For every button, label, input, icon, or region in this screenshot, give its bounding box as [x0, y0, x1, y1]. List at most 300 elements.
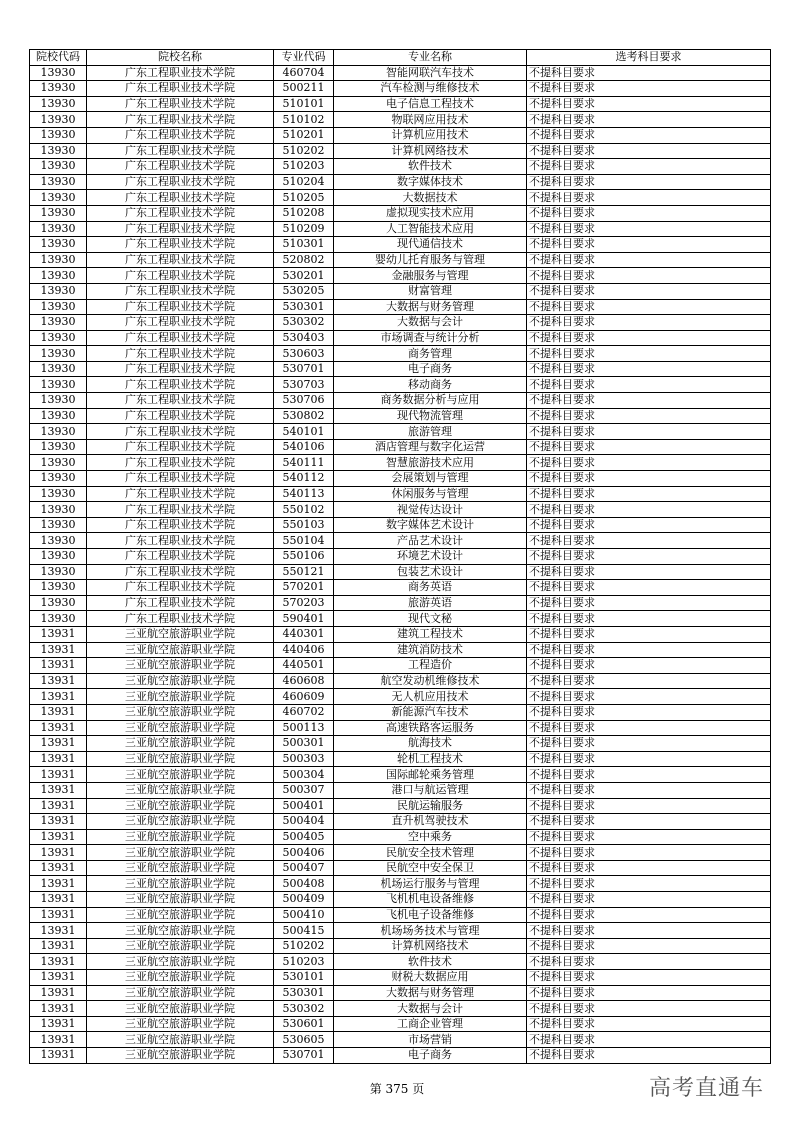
major-code-cell: 500407	[274, 860, 334, 876]
table-row	[30, 595, 771, 611]
school-name-cell: 广东工程职业技术学院	[87, 611, 274, 627]
header-subject-requirement: 选考科目要求	[527, 50, 771, 66]
table-row	[30, 845, 771, 861]
table-row	[30, 736, 771, 752]
school-code-cell: 13930	[30, 112, 87, 128]
major-name-cell: 包装艺术设计	[334, 564, 527, 580]
major-name-cell: 航海技术	[334, 736, 527, 752]
school-code-cell: 13931	[30, 704, 87, 720]
subject-requirement-cell: 不提科目要求	[527, 970, 771, 986]
major-code-cell: 500415	[274, 923, 334, 939]
subject-requirement-cell: 不提科目要求	[527, 689, 771, 705]
subject-requirement-cell: 不提科目要求	[527, 1016, 771, 1032]
major-name-cell: 软件技术	[334, 159, 527, 175]
school-name-cell: 广东工程职业技术学院	[87, 221, 274, 237]
major-name-cell: 轮机工程技术	[334, 751, 527, 767]
table-row	[30, 408, 771, 424]
school-name-cell: 三亚航空旅游职业学院	[87, 892, 274, 908]
major-code-cell: 440406	[274, 642, 334, 658]
subject-requirement-cell: 不提科目要求	[527, 159, 771, 175]
subject-requirement-cell: 不提科目要求	[527, 517, 771, 533]
table-row	[30, 346, 771, 362]
school-code-cell: 13931	[30, 954, 87, 970]
subject-requirement-cell: 不提科目要求	[527, 424, 771, 440]
table-row	[30, 923, 771, 939]
table-row	[30, 860, 771, 876]
school-code-cell: 13930	[30, 361, 87, 377]
major-code-cell: 460608	[274, 673, 334, 689]
table-row	[30, 580, 771, 596]
table-row	[30, 424, 771, 440]
table-row	[30, 268, 771, 284]
major-code-cell: 510205	[274, 190, 334, 206]
major-code-cell: 550104	[274, 533, 334, 549]
page-number: 第 375 页	[369, 1082, 425, 1096]
major-name-cell: 新能源汽车技术	[334, 704, 527, 720]
major-code-cell: 510301	[274, 237, 334, 253]
subject-requirement-cell: 不提科目要求	[527, 595, 771, 611]
major-code-cell: 530706	[274, 393, 334, 409]
school-code-cell: 13931	[30, 1016, 87, 1032]
major-name-cell: 旅游英语	[334, 595, 527, 611]
major-name-cell: 移动商务	[334, 377, 527, 393]
subject-requirement-cell: 不提科目要求	[527, 814, 771, 830]
subject-requirement-cell: 不提科目要求	[527, 798, 771, 814]
major-name-cell: 电子信息工程技术	[334, 96, 527, 112]
table-header-row	[30, 50, 771, 66]
subject-requirement-cell: 不提科目要求	[527, 767, 771, 783]
school-code-cell: 13930	[30, 439, 87, 455]
school-code-cell: 13930	[30, 283, 87, 299]
major-code-cell: 530302	[274, 1001, 334, 1017]
subject-requirement-cell: 不提科目要求	[527, 330, 771, 346]
major-name-cell: 休闲服务与管理	[334, 486, 527, 502]
major-name-cell: 汽车检测与维修技术	[334, 81, 527, 97]
subject-requirement-cell: 不提科目要求	[527, 143, 771, 159]
school-name-cell: 广东工程职业技术学院	[87, 471, 274, 487]
subject-requirement-cell: 不提科目要求	[527, 252, 771, 268]
table-row	[30, 299, 771, 315]
table-body	[30, 65, 771, 1063]
major-code-cell: 500113	[274, 720, 334, 736]
major-code-cell: 510102	[274, 112, 334, 128]
major-name-cell: 大数据与会计	[334, 315, 527, 331]
school-code-cell: 13930	[30, 408, 87, 424]
school-name-cell: 三亚航空旅游职业学院	[87, 923, 274, 939]
subject-requirement-cell: 不提科目要求	[527, 268, 771, 284]
table-row	[30, 798, 771, 814]
school-name-cell: 广东工程职业技术学院	[87, 408, 274, 424]
school-code-cell: 13930	[30, 377, 87, 393]
school-code-cell: 13930	[30, 486, 87, 502]
major-name-cell: 工商企业管理	[334, 1016, 527, 1032]
subject-requirement-cell: 不提科目要求	[527, 720, 771, 736]
major-code-cell: 540106	[274, 439, 334, 455]
school-code-cell: 13931	[30, 798, 87, 814]
school-code-cell: 13931	[30, 782, 87, 798]
major-code-cell: 440301	[274, 626, 334, 642]
school-code-cell: 13931	[30, 876, 87, 892]
major-name-cell: 计算机应用技术	[334, 127, 527, 143]
school-name-cell: 广东工程职业技术学院	[87, 237, 274, 253]
school-name-cell: 三亚航空旅游职业学院	[87, 829, 274, 845]
school-code-cell: 13931	[30, 938, 87, 954]
major-code-cell: 530802	[274, 408, 334, 424]
school-name-cell: 三亚航空旅游职业学院	[87, 673, 274, 689]
subject-requirement-cell: 不提科目要求	[527, 938, 771, 954]
major-name-cell: 港口与航运管理	[334, 782, 527, 798]
school-code-cell: 13930	[30, 252, 87, 268]
school-code-cell: 13931	[30, 845, 87, 861]
school-code-cell: 13930	[30, 268, 87, 284]
major-name-cell: 环境艺术设计	[334, 549, 527, 565]
school-code-cell: 13931	[30, 970, 87, 986]
school-name-cell: 广东工程职业技术学院	[87, 439, 274, 455]
major-code-cell: 530701	[274, 361, 334, 377]
school-code-cell: 13930	[30, 455, 87, 471]
school-name-cell: 广东工程职业技术学院	[87, 549, 274, 565]
subject-requirement-cell: 不提科目要求	[527, 611, 771, 627]
school-code-cell: 13931	[30, 751, 87, 767]
major-name-cell: 物联网应用技术	[334, 112, 527, 128]
major-code-cell: 500303	[274, 751, 334, 767]
major-code-cell: 550121	[274, 564, 334, 580]
header-major-name: 专业名称	[334, 50, 527, 66]
school-name-cell: 广东工程职业技术学院	[87, 580, 274, 596]
major-code-cell: 500410	[274, 907, 334, 923]
major-name-cell: 现代物流管理	[334, 408, 527, 424]
school-name-cell: 三亚航空旅游职业学院	[87, 720, 274, 736]
admission-requirements-table	[29, 49, 771, 1064]
table-row	[30, 361, 771, 377]
subject-requirement-cell: 不提科目要求	[527, 829, 771, 845]
table-row	[30, 315, 771, 331]
subject-requirement-cell: 不提科目要求	[527, 315, 771, 331]
table-row	[30, 112, 771, 128]
school-name-cell: 三亚航空旅游职业学院	[87, 954, 274, 970]
school-name-cell: 三亚航空旅游职业学院	[87, 767, 274, 783]
school-code-cell: 13930	[30, 564, 87, 580]
table-row	[30, 252, 771, 268]
table-row	[30, 439, 771, 455]
major-code-cell: 440501	[274, 658, 334, 674]
school-code-cell: 13931	[30, 892, 87, 908]
major-name-cell: 高速铁路客运服务	[334, 720, 527, 736]
subject-requirement-cell: 不提科目要求	[527, 533, 771, 549]
major-code-cell: 530101	[274, 970, 334, 986]
major-name-cell: 电子商务	[334, 1048, 527, 1064]
table-row	[30, 704, 771, 720]
table-row	[30, 96, 771, 112]
school-code-cell: 13931	[30, 1032, 87, 1048]
subject-requirement-cell: 不提科目要求	[527, 408, 771, 424]
school-code-cell: 13931	[30, 1048, 87, 1064]
school-code-cell: 13930	[30, 393, 87, 409]
school-name-cell: 广东工程职业技术学院	[87, 361, 274, 377]
school-name-cell: 三亚航空旅游职业学院	[87, 1032, 274, 1048]
school-code-cell: 13930	[30, 611, 87, 627]
school-code-cell: 13931	[30, 720, 87, 736]
major-code-cell: 530703	[274, 377, 334, 393]
watermark-brand-text: 高考直通车	[648, 1076, 764, 1101]
table-row	[30, 81, 771, 97]
table-row	[30, 892, 771, 908]
major-name-cell: 软件技术	[334, 954, 527, 970]
major-code-cell: 540101	[274, 424, 334, 440]
school-name-cell: 三亚航空旅游职业学院	[87, 1001, 274, 1017]
school-code-cell: 13930	[30, 190, 87, 206]
major-name-cell: 计算机网络技术	[334, 938, 527, 954]
subject-requirement-cell: 不提科目要求	[527, 174, 771, 190]
school-name-cell: 广东工程职业技术学院	[87, 127, 274, 143]
school-code-cell: 13931	[30, 860, 87, 876]
table-row	[30, 221, 771, 237]
major-code-cell: 510209	[274, 221, 334, 237]
subject-requirement-cell: 不提科目要求	[527, 96, 771, 112]
subject-requirement-cell: 不提科目要求	[527, 580, 771, 596]
subject-requirement-cell: 不提科目要求	[527, 439, 771, 455]
school-name-cell: 三亚航空旅游职业学院	[87, 798, 274, 814]
school-name-cell: 广东工程职业技术学院	[87, 533, 274, 549]
major-name-cell: 金融服务与管理	[334, 268, 527, 284]
school-name-cell: 广东工程职业技术学院	[87, 283, 274, 299]
school-name-cell: 广东工程职业技术学院	[87, 268, 274, 284]
major-code-cell: 540112	[274, 471, 334, 487]
school-name-cell: 广东工程职业技术学院	[87, 377, 274, 393]
table-row	[30, 205, 771, 221]
school-code-cell: 13931	[30, 736, 87, 752]
school-name-cell: 广东工程职业技术学院	[87, 595, 274, 611]
header-major-code: 专业代码	[274, 50, 334, 66]
major-code-cell: 500404	[274, 814, 334, 830]
major-name-cell: 现代文秘	[334, 611, 527, 627]
school-name-cell: 广东工程职业技术学院	[87, 205, 274, 221]
school-name-cell: 三亚航空旅游职业学院	[87, 626, 274, 642]
major-code-cell: 540113	[274, 486, 334, 502]
school-code-cell: 13931	[30, 829, 87, 845]
school-code-cell: 13931	[30, 923, 87, 939]
major-name-cell: 人工智能技术应用	[334, 221, 527, 237]
school-code-cell: 13930	[30, 517, 87, 533]
major-name-cell: 婴幼儿托育服务与管理	[334, 252, 527, 268]
school-code-cell: 13930	[30, 81, 87, 97]
subject-requirement-cell: 不提科目要求	[527, 1048, 771, 1064]
subject-requirement-cell: 不提科目要求	[527, 190, 771, 206]
major-code-cell: 570201	[274, 580, 334, 596]
subject-requirement-cell: 不提科目要求	[527, 112, 771, 128]
table-row	[30, 658, 771, 674]
major-name-cell: 视觉传达设计	[334, 502, 527, 518]
school-code-cell: 13930	[30, 299, 87, 315]
table-row	[30, 283, 771, 299]
major-code-cell: 460609	[274, 689, 334, 705]
subject-requirement-cell: 不提科目要求	[527, 907, 771, 923]
table-row	[30, 549, 771, 565]
subject-requirement-cell: 不提科目要求	[527, 299, 771, 315]
school-code-cell: 13930	[30, 221, 87, 237]
major-code-cell: 500408	[274, 876, 334, 892]
major-name-cell: 大数据与财务管理	[334, 299, 527, 315]
subject-requirement-cell: 不提科目要求	[527, 954, 771, 970]
major-code-cell: 510101	[274, 96, 334, 112]
major-name-cell: 飞机机电设备维修	[334, 892, 527, 908]
school-code-cell: 13930	[30, 595, 87, 611]
table-row	[30, 127, 771, 143]
major-code-cell: 530201	[274, 268, 334, 284]
major-code-cell: 530403	[274, 330, 334, 346]
table-row	[30, 377, 771, 393]
major-code-cell: 500405	[274, 829, 334, 845]
major-code-cell: 550106	[274, 549, 334, 565]
table-row	[30, 533, 771, 549]
major-name-cell: 产品艺术设计	[334, 533, 527, 549]
subject-requirement-cell: 不提科目要求	[527, 486, 771, 502]
major-name-cell: 民航空中安全保卫	[334, 860, 527, 876]
subject-requirement-cell: 不提科目要求	[527, 876, 771, 892]
subject-requirement-cell: 不提科目要求	[527, 564, 771, 580]
subject-requirement-cell: 不提科目要求	[527, 642, 771, 658]
table-row	[30, 143, 771, 159]
school-code-cell: 13931	[30, 658, 87, 674]
table-row	[30, 455, 771, 471]
table-row	[30, 985, 771, 1001]
school-name-cell: 三亚航空旅游职业学院	[87, 814, 274, 830]
table-row	[30, 626, 771, 642]
table-row	[30, 829, 771, 845]
school-name-cell: 三亚航空旅游职业学院	[87, 876, 274, 892]
major-code-cell: 500409	[274, 892, 334, 908]
school-name-cell: 三亚航空旅游职业学院	[87, 642, 274, 658]
header-school-code: 院校代码	[30, 50, 87, 66]
major-code-cell: 500211	[274, 81, 334, 97]
major-code-cell: 510203	[274, 954, 334, 970]
table-row	[30, 471, 771, 487]
table-row	[30, 673, 771, 689]
major-name-cell: 数字媒体技术	[334, 174, 527, 190]
school-name-cell: 三亚航空旅游职业学院	[87, 658, 274, 674]
school-code-cell: 13930	[30, 424, 87, 440]
subject-requirement-cell: 不提科目要求	[527, 1001, 771, 1017]
header-school-name: 院校名称	[87, 50, 274, 66]
table-row	[30, 65, 771, 81]
table-row	[30, 517, 771, 533]
subject-requirement-cell: 不提科目要求	[527, 221, 771, 237]
subject-requirement-cell: 不提科目要求	[527, 673, 771, 689]
school-code-cell: 13930	[30, 580, 87, 596]
school-code-cell: 13930	[30, 65, 87, 81]
school-name-cell: 广东工程职业技术学院	[87, 315, 274, 331]
major-name-cell: 航空发动机维修技术	[334, 673, 527, 689]
school-code-cell: 13931	[30, 689, 87, 705]
major-name-cell: 酒店管理与数字化运营	[334, 439, 527, 455]
table-row	[30, 720, 771, 736]
table-row	[30, 767, 771, 783]
table-row	[30, 1032, 771, 1048]
table-row	[30, 751, 771, 767]
major-name-cell: 工程造价	[334, 658, 527, 674]
subject-requirement-cell: 不提科目要求	[527, 471, 771, 487]
major-code-cell: 530302	[274, 315, 334, 331]
subject-requirement-cell: 不提科目要求	[527, 377, 771, 393]
school-name-cell: 三亚航空旅游职业学院	[87, 1016, 274, 1032]
major-name-cell: 大数据与财务管理	[334, 985, 527, 1001]
subject-requirement-cell: 不提科目要求	[527, 346, 771, 362]
major-name-cell: 大数据与会计	[334, 1001, 527, 1017]
school-name-cell: 广东工程职业技术学院	[87, 174, 274, 190]
school-name-cell: 广东工程职业技术学院	[87, 455, 274, 471]
school-name-cell: 三亚航空旅游职业学院	[87, 860, 274, 876]
major-name-cell: 现代通信技术	[334, 237, 527, 253]
subject-requirement-cell: 不提科目要求	[527, 626, 771, 642]
major-code-cell: 510203	[274, 159, 334, 175]
school-code-cell: 13930	[30, 237, 87, 253]
major-name-cell: 机场运行服务与管理	[334, 876, 527, 892]
school-code-cell: 13931	[30, 814, 87, 830]
subject-requirement-cell: 不提科目要求	[527, 658, 771, 674]
school-name-cell: 广东工程职业技术学院	[87, 65, 274, 81]
subject-requirement-cell: 不提科目要求	[527, 502, 771, 518]
major-name-cell: 飞机电子设备维修	[334, 907, 527, 923]
major-name-cell: 电子商务	[334, 361, 527, 377]
table-row	[30, 814, 771, 830]
table-row	[30, 502, 771, 518]
school-name-cell: 广东工程职业技术学院	[87, 96, 274, 112]
school-name-cell: 三亚航空旅游职业学院	[87, 736, 274, 752]
subject-requirement-cell: 不提科目要求	[527, 455, 771, 471]
school-name-cell: 广东工程职业技术学院	[87, 424, 274, 440]
school-name-cell: 三亚航空旅游职业学院	[87, 689, 274, 705]
school-name-cell: 三亚航空旅游职业学院	[87, 782, 274, 798]
school-name-cell: 三亚航空旅游职业学院	[87, 938, 274, 954]
school-name-cell: 广东工程职业技术学院	[87, 81, 274, 97]
table-row	[30, 1048, 771, 1064]
major-name-cell: 民航安全技术管理	[334, 845, 527, 861]
major-name-cell: 虚拟现实技术应用	[334, 205, 527, 221]
school-code-cell: 13930	[30, 96, 87, 112]
school-name-cell: 三亚航空旅游职业学院	[87, 970, 274, 986]
table-row	[30, 954, 771, 970]
school-code-cell: 13930	[30, 205, 87, 221]
major-code-cell: 460704	[274, 65, 334, 81]
major-name-cell: 无人机应用技术	[334, 689, 527, 705]
school-name-cell: 三亚航空旅游职业学院	[87, 845, 274, 861]
subject-requirement-cell: 不提科目要求	[527, 782, 771, 798]
school-code-cell: 13930	[30, 127, 87, 143]
school-name-cell: 广东工程职业技术学院	[87, 393, 274, 409]
school-code-cell: 13930	[30, 143, 87, 159]
major-name-cell: 财税大数据应用	[334, 970, 527, 986]
school-name-cell: 广东工程职业技术学院	[87, 159, 274, 175]
school-name-cell: 广东工程职业技术学院	[87, 486, 274, 502]
major-code-cell: 530603	[274, 346, 334, 362]
school-code-cell: 13931	[30, 907, 87, 923]
major-code-cell: 530701	[274, 1048, 334, 1064]
school-code-cell: 13931	[30, 673, 87, 689]
major-code-cell: 550103	[274, 517, 334, 533]
major-code-cell: 530301	[274, 299, 334, 315]
table-row	[30, 393, 771, 409]
school-name-cell: 广东工程职业技术学院	[87, 502, 274, 518]
school-name-cell: 广东工程职业技术学院	[87, 299, 274, 315]
major-code-cell: 530205	[274, 283, 334, 299]
school-name-cell: 三亚航空旅游职业学院	[87, 907, 274, 923]
major-code-cell: 510208	[274, 205, 334, 221]
major-name-cell: 智慧旅游技术应用	[334, 455, 527, 471]
school-name-cell: 广东工程职业技术学院	[87, 190, 274, 206]
school-name-cell: 广东工程职业技术学院	[87, 517, 274, 533]
table-row	[30, 237, 771, 253]
school-code-cell: 13931	[30, 767, 87, 783]
